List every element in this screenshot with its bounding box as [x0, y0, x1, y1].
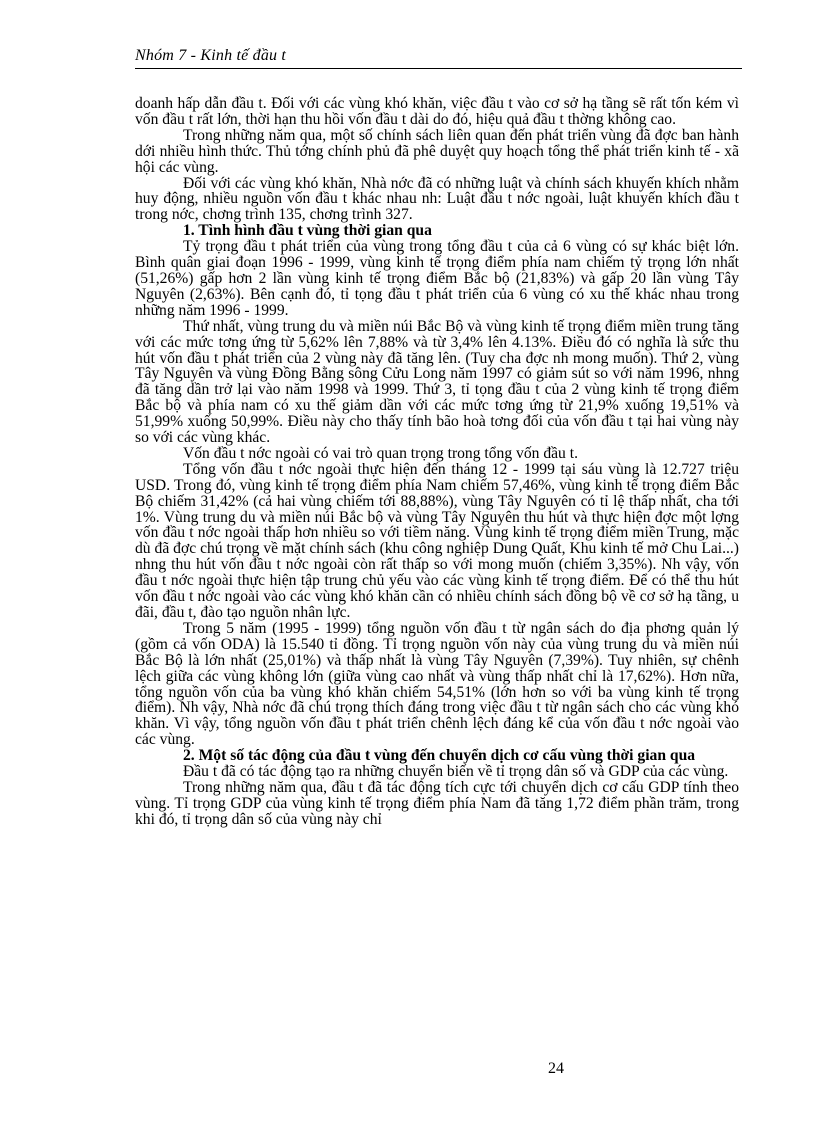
paragraph: Trong những năm qua, đầu t đã tác động tích cực tới chuyển dịch cơ cấu GDP tính theo vùng. Tỉ trọng GDP của vùng kinh tế trọng điểm phía Nam đã tăng 1,72 điểm phần trăm, trong khi đó, tỉ trọng dân số của vùng này chỉ — [135, 778, 739, 828]
paragraph: Đối với các vùng khó khăn, Nhà nớc đã có những luật và chính sách khuyến khích nhằm huy động, nhiều nguồn vốn đầu t khác nhau nh: Luật đầu t nớc ngoài, luật khuyến khích đầu t trong nớc, chơng trình 135, chơng trình 327. — [135, 174, 739, 224]
paragraph: Trong những năm qua, một số chính sách liên quan đến phát triển vùng đã đợc ban hành dới nhiều hình thức. Thủ tớng chính phủ đã phê duyệt quy hoạch tổng thể phát triển kinh tế - xã hội các vùng. — [135, 126, 739, 176]
page-number: 24 — [548, 1060, 564, 1077]
section-heading: 2. Một số tác động của đầu t vùng đến chuyển dịch cơ cấu vùng thời gian qua — [183, 747, 696, 765]
paragraph: Trong 5 năm (1995 - 1999) tổng nguồn vốn đầu t từ ngân sách do địa phơng quản lý (gồm cả vốn ODA) là 15.540 tỉ đồng. Tỉ trọng nguồn vốn này của vùng trung du và miền núi Bắc Bộ là lớn nhất (25,01%) và thấp nhất là vùng Tây Nguyên (7,39%). Tuy nhiên, sự chênh lệch giữa các vùng không lớn (giữa vùng cao nhất và vùng thấp nhất chỉ là 17,62%). Hơn nữa, tổng nguồn vốn của ba vùng khó khăn chiếm 54,51% (lớn hơn so với ba vùng kinh tế trọng điểm). Nh vậy, Nhà nớc đã chú trọng thích đáng trong việc đầu t từ ngân sách cho các vùng khó khăn. Vì vậy, tổng nguồn vốn đầu t phát triển chênh lệch đáng kể của vốn đầu t nớc ngoài vào các vùng. — [135, 619, 739, 749]
paragraph: Thứ nhất, vùng trung du và miền núi Bắc Bộ và vùng kinh tế trọng điểm miền trung tăng với các mức tơng ứng từ 5,62% lên 7,88% và từ 3,4% lên 4.13%. Điều đó có nghĩa là sức thu hút vốn đầu t phát triển của 2 vùng này đã tăng lên. (Tuy cha đợc nh mong muốn). Thứ 2, vùng Tây Nguyên và vùng Đồng Bằng sông Cửu Long năm 1997 có giảm sút so với năm 1996, nhng đã tăng dần trở lại vào năm 1998 và 1999. Thứ 3, tỉ tọng đầu t của 2 vùng kinh tế trọng điểm Bắc bộ và phía nam có xu thế giảm dần với các mức tơng ứng từ 21,9% xuống 19,51% và 51,99% xuống 50,99%. Điều này cho thấy tính bão hoà tơng đối của vốn đầu t tại hai vùng này so với các vùng khác. — [135, 317, 739, 447]
page-header — [135, 46, 742, 69]
paragraph: Tổng vốn đầu t nớc ngoài thực hiện đến tháng 12 - 1999 tại sáu vùng là 12.727 triệu USD. Trong đó, vùng kinh tế trọng điểm phía Nam chiếm 57,46%, vùng kinh tế trọng điểm Bắc Bộ chiếm 31,42% (cả hai vùng chiếm tới 88,88%), vùng Tây Nguyên có tỉ lệ thấp nhất, cha tới 1%. Vùng trung du và miền núi Bắc bộ và vùng Tây Nguyên thu hút và thực hiện đợc một lợng vốn đầu t nớc ngoài thấp hơn nhiều so với tiềm năng. Vùng kinh tế trọng điểm miền Trung, mặc dù đã đợc chú trọng về mặt chính sách (khu công nghiệp Dung Quất, Khu kinh tế mở Chu Lai...) nhng thu hút vốn đầu t nớc ngoài còn rất thấp so với mong muốn (chiếm 3,35%). Nh vậy, vốn đầu t nớc ngoài thực hiện tập trung chủ yếu vào các vùng kinh tế trọng điểm. Để có thể thu hút vốn đầu t nớc ngoài vào các vùng khó khăn cần có nhiều chính sách đồng bộ về cơ sở hạ tầng, u đãi, đầu t, đào tạo nguồn nhân lực. — [135, 460, 739, 621]
document-body — [135, 96, 739, 828]
section-heading: 1. Tình hình đầu t vùng thời gian qua — [183, 222, 432, 240]
paragraph: Tỷ trọng đầu t phát triển của vùng trong tổng đầu t của cả 6 vùng có sự khác biệt lớn. Bình quân giai đoạn 1996 - 1999, vùng kinh tế trọng điểm phía nam chiếm tỷ trọng lớn nhất (51,26%) gấp hơn 2 lần vùng kinh tế trọng điểm Bắc bộ (21,83%) và gấp 20 lần vùng Tây Nguyên (2,63%). Bên cạnh đó, tỉ tọng đầu t phát triển của 6 vùng có xu thế khác nhau trong những năm 1996 - 1999. — [135, 238, 739, 319]
header-title: Nhóm 7 - Kinh tế đầu t — [135, 47, 287, 64]
paragraph: Vốn đầu t nớc ngoài có vai trò quan trọng trong tổng vốn đầu t. — [183, 444, 578, 462]
paragraph: Đầu t đã có tác động tạo ra những chuyển biến về tỉ trọng dân số và GDP của các vùng. — [183, 763, 729, 781]
paragraph: doanh hấp dẫn đầu t. Đối với các vùng khó khăn, việc đầu t vào cơ sở hạ tầng sẽ rất tốn kém vì vốn đầu t rất lớn, thời hạn thu hồi vốn đầu t dài do đó, hiệu quả đầu t thờng không cao. — [135, 95, 739, 128]
